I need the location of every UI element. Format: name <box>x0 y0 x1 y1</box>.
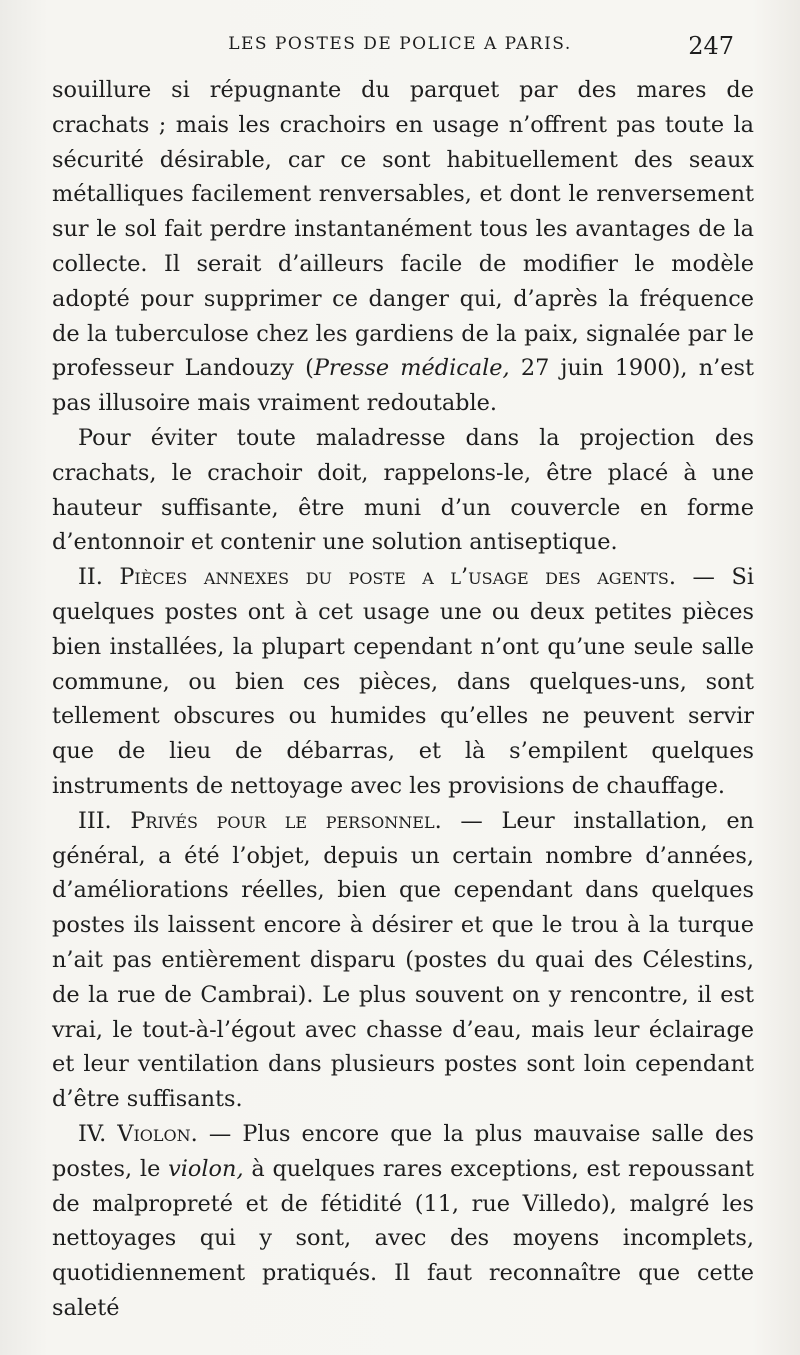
body-text <box>52 73 754 1326</box>
paragraph-text: — Leur installation, en général, a été l’objet, depuis un certain nombre d’années, d’améliorations réelles, bien que cependant dans quelques postes ils laissent encore à désirer et que le trou à la turque n’ait pas entièrement disparu (postes du quai des Célestins, de la rue de Cambrai). Le plus souvent on y rencontre, il est vrai, le tout-à-l’égout avec chasse d’eau, mais leur éclairage et leur ventilation dans plusieurs postes sont loin cependant d’être suffisants. <box>52 807 754 1113</box>
paragraph-violon <box>52 1117 754 1326</box>
page-number: 247 <box>688 32 734 60</box>
paragraph-prives <box>52 804 754 1117</box>
section-heading: II. Pièces annexes du poste a l’usage des agents. <box>78 564 676 591</box>
paragraph-text: à quelques rares exceptions, est repoussant de malpropreté et de fétidité (11, rue Villedo), malgré les nettoyages qui y sont, avec des moyens incomplets, quotidiennement pratiqués. Il faut reconnaître que cette saleté <box>52 1155 754 1321</box>
citation-title: Presse médicale, <box>313 355 510 382</box>
paragraph-projection: Pour éviter toute maladresse dans la projection des crachats, le crachoir doit, rappelons-le, être placé à une hauteur suffisante, être muni d’un couvercle en forme d’entonnoir et contenir une solution antiseptique. <box>52 424 754 556</box>
page-header <box>52 34 748 64</box>
paragraph-text: 27 juin 1900), n’est pas illusoire mais vraiment redoutable. <box>52 355 754 417</box>
section-heading: IV. Violon. <box>78 1120 198 1147</box>
paragraph-text: — Si quelques postes ont à cet usage une ou deux petites pièces bien installées, la plupart cependant n’ont qu’une seule salle commune, ou bien ces pièces, dans quelques-uns, sont tellement obscures ou humides qu’elles ne peuvent servir que de lieu de débarras, et là s’empilent quelques instruments de nettoyage avec les provisions de chauffage. <box>52 564 754 799</box>
running-title: LES POSTES DE POLICE A PARIS. <box>228 34 572 54</box>
emphasis-violon: violon, <box>168 1155 244 1182</box>
paragraph-crachoirs <box>52 73 754 421</box>
paragraph-pieces-annexes <box>52 560 754 804</box>
paragraph-text: — Plus encore que la plus mauvaise salle des postes, le <box>52 1120 754 1182</box>
section-heading: III. Privés pour le personnel. <box>78 807 442 834</box>
paragraph-text: souillure si répugnante du parquet par des mares de crachats ; mais les crachoirs en usage n’offrent pas toute la sécurité désirable, car ce sont habituellement des seaux métalliques facilement renversables, et dont le renversement sur le sol fait perdre instantanément tous les avantages de la collecte. Il serait d’ailleurs facile de modifier le modèle adopté pour supprimer ce danger qui, d’après la fréquence de la tuberculose chez les gardiens de la paix, signalée par le professeur Landouzy ( <box>52 77 754 382</box>
